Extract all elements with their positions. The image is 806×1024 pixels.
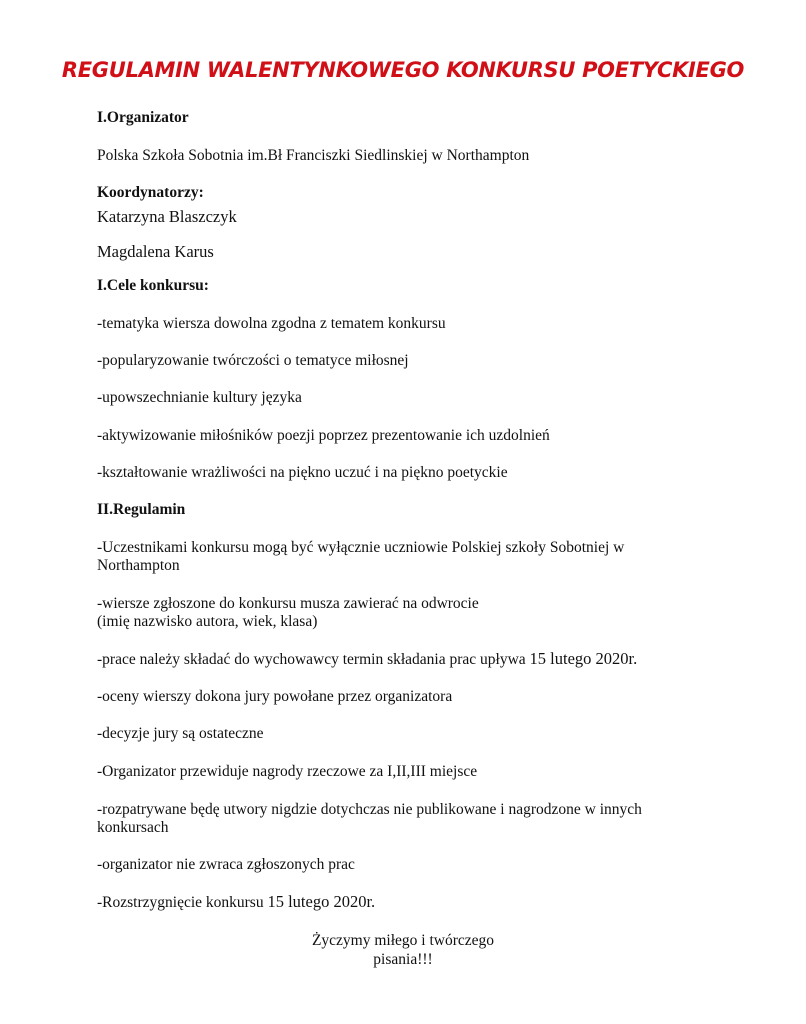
closing-line-2: pisania!!! [373,951,433,968]
goal-item: -kształtowanie wrażliwości na piękno uczuć i na piękno poetyckie [97,464,508,481]
rule-results-text: -Rozstrzygnięcie konkursu [97,894,264,911]
goal-item: -aktywizowanie miłośników poezji poprzez prezentowanie ich uzdolnień [97,427,550,444]
rule-no-return: -organizator nie zwraca zgłoszonych prac [97,856,355,873]
results-date: 15 lutego 2020r. [267,892,376,911]
rule-unpublished-line1: -rozpatrywane będę utwory nigdzie dotychczas nie publikowane i nagrodzone w innych [97,801,642,818]
rule-unpublished-line2: konkursach [97,819,169,836]
rules-heading: II.Regulamin [97,501,186,518]
rule-submission-line1: -wiersze zgłoszone do konkursu musza zawierać na odwrocie [97,595,479,612]
rule-participants-line2: Northampton [97,557,180,574]
rule-participants-line1: -Uczestnikami konkursu mogą być wyłącznie uczniowie Polskiej szkoły Sobotniej w [97,539,625,556]
rule-results [97,892,375,912]
deadline-date: 15 lutego 2020r. [529,649,638,668]
goals-heading: I.Cele konkursu: [97,277,209,294]
goal-item: -popularyzowanie twórczości o tematyce miłosnej [97,352,409,369]
rule-deadline [97,649,637,669]
goal-item: -tematyka wiersza dowolna zgodna z tematem konkursu [97,315,446,332]
rule-jury: -oceny wierszy dokona jury powołane przez organizatora [97,688,453,705]
rule-decisions: -decyzje jury są ostateczne [97,725,264,742]
organizer-name: Polska Szkoła Sobotnia im.Bł Franciszki Siedlinskiej w Northampton [97,147,530,164]
coordinator-1: Katarzyna Blaszczyk [97,207,237,226]
coordinators-heading: Koordynatorzy: [97,184,204,201]
closing-line-1: Życzymy miłego i twórczego [311,932,495,949]
rule-submission-line2: (imię nazwisko autora, wiek, klasa) [97,613,318,630]
coordinator-2: Magdalena Karus [97,242,214,261]
rule-prizes: -Organizator przewiduje nagrody rzeczowe za I,II,III miejsce [97,763,478,780]
document-title: REGULAMIN WALENTYNKOWEGO KONKURSU POETYCKIEGO [61,58,745,82]
rule-deadline-text: -prace należy składać do wychowawcy termin składania prac upływa [97,651,526,668]
organizer-heading: I.Organizator [97,109,189,126]
goal-item: -upowszechnianie kultury języka [97,389,302,406]
